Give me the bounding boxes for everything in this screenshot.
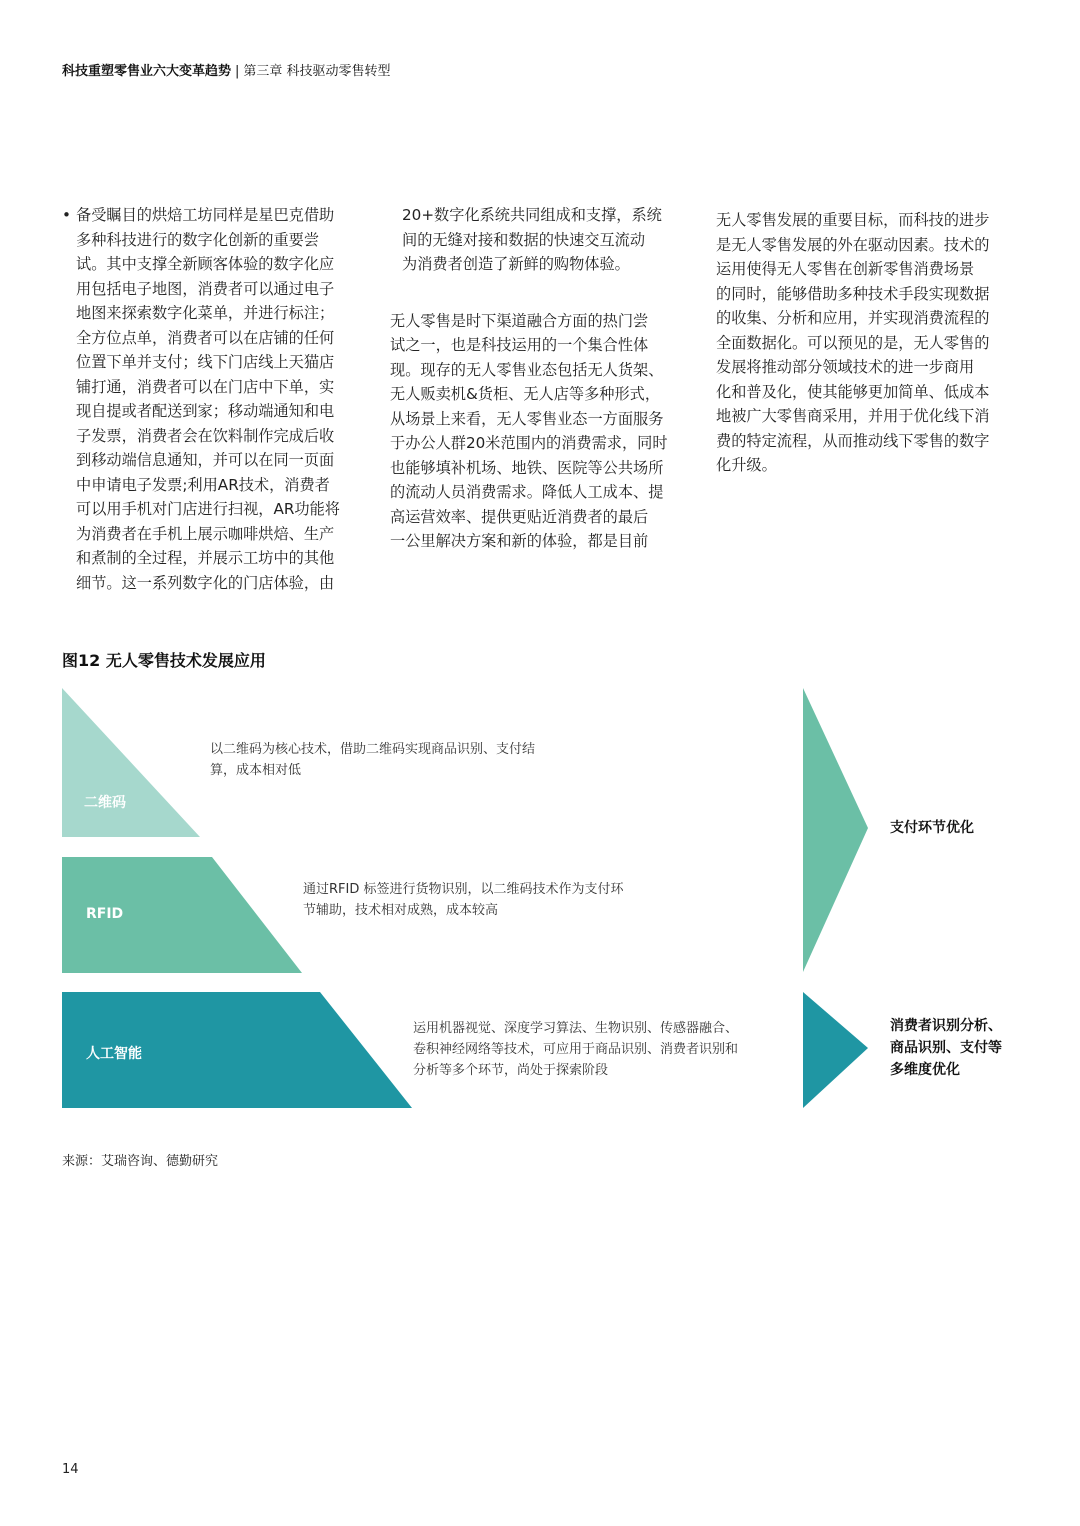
text-line: 备受瞩目的烘焙工坊同样是星巴克借助 (76, 206, 335, 224)
outcome-line: 消费者识别分析、 (890, 1018, 1002, 1034)
header-chapter: 第三章 科技驱动零售转型 (243, 64, 391, 79)
description-line: 分析等多个环节，尚处于探索阶段 (413, 1063, 609, 1078)
description-line: 通过RFID 标签进行货物识别，以二维码技术作为支付环 (303, 882, 624, 897)
text-line: 全面数据化。可以预见的是，无人零售的 (716, 333, 990, 352)
body-column-1 (62, 203, 372, 595)
description-line: 以二维码为核心技术，借助二维码实现商品识别、支付结 (210, 742, 536, 757)
text-line: 为消费者在手机上展示咖啡烘焙、生产 (76, 524, 335, 543)
text-line: 一公里解决方案和新的体验，都是目前 (390, 532, 649, 550)
text-line: 化和普及化，使其能够更加简单、低成本 (716, 382, 990, 401)
running-header (62, 60, 391, 79)
text-line: 现自提或者配送到家；移动端通知和电 (76, 402, 335, 420)
text-line: 高运营效率、提供更贴近消费者的最后 (390, 507, 649, 526)
text-line: 中申请电子发票;利用AR技术，消费者 (76, 475, 330, 494)
text-line: 的收集、分析和应用，并实现消费流程的 (716, 309, 990, 327)
text-line: 无人零售是时下渠道融合方面的热门尝 (390, 311, 649, 330)
text-line: 子发票，消费者会在饮料制作完成后收 (76, 426, 335, 445)
text-line: 位置下单并支付；线下门店线上天猫店 (76, 353, 335, 371)
header-separator: | (235, 64, 240, 79)
payment-optimization-arrow (803, 688, 868, 972)
text-line: 的流动人员消费需求。降低人工成本、提 (390, 483, 664, 501)
tier-label-qrcode: 二维码 (84, 795, 126, 811)
text-line: 也能够填补机场、地铁、医院等公共场所 (390, 458, 664, 477)
text-line: 为消费者创造了新鲜的购物体验。 (402, 255, 630, 273)
tier-description-rfid (303, 879, 624, 921)
body-column-3 (716, 208, 1026, 478)
multi-dimension-optimization-arrow (803, 992, 868, 1108)
text-line: 费的特定流程，从而推动线下零售的数字 (716, 431, 990, 450)
column2-paragraph-1 (390, 203, 690, 277)
source-note: 来源：艾瑞咨询、德勤研究 (62, 1154, 219, 1169)
tier-description-ai (413, 1018, 738, 1081)
text-line: 间的无缝对接和数据的快速交互流动 (402, 230, 645, 249)
text-line: 运用使得无人零售在创新零售消费场景 (716, 260, 975, 278)
text-line: 发展将推动部分领域技术的进一步商用 (716, 358, 975, 376)
outcome-line: 多维度优化 (890, 1062, 960, 1078)
text-line: 是无人零售发展的外在驱动因素。技术的 (716, 235, 990, 254)
text-line: 地图来探索数字化菜单，并进行标注； (76, 304, 335, 322)
text-line: 可以用手机对门店进行扫视，AR功能将 (76, 500, 340, 518)
text-line: 到移动端信息通知，并可以在同一页面 (76, 451, 335, 469)
column2-paragraph-2 (390, 309, 690, 554)
outcome-line: 商品识别、支付等 (890, 1040, 1002, 1056)
tier-label-ai: 人工智能 (86, 1046, 142, 1062)
text-line: 多种科技进行的数字化创新的重要尝 (76, 230, 319, 249)
text-line: 化升级。 (716, 456, 777, 474)
description-line: 算，成本相对低 (210, 763, 302, 778)
tier-description-qrcode (210, 739, 535, 781)
text-line: 无人贩卖机&货柜、无人店等多种形式， (390, 385, 661, 403)
page-number: 14 (62, 1462, 79, 1477)
text-line: 试。其中支撑全新顾客体验的数字化应 (76, 255, 335, 273)
text-line: 全方位点单，消费者可以在店铺的任何 (76, 328, 335, 347)
column3-paragraph (716, 208, 1026, 478)
text-line: 于办公人群20米范围内的消费需求，同时 (390, 434, 668, 452)
outcome-line: 支付环节优化 (890, 820, 974, 836)
tech-diagram (0, 680, 1080, 1120)
figure-title: 图12 无人零售技术发展应用 (62, 651, 266, 670)
text-line: 的同时，能够借助多种技术手段实现数据 (716, 284, 990, 303)
text-line: 用包括电子地图，消费者可以通过电子 (76, 279, 335, 298)
text-line: 细节。这一系列数字化的门店体验，由 (76, 573, 335, 592)
description-line: 运用机器视觉、深度学习算法、生物识别、传感器融合、 (413, 1021, 739, 1036)
bullet-marker: • (62, 206, 71, 224)
body-column-2 (390, 203, 690, 554)
text-line: 地被广大零售商采用，并用于优化线下消 (716, 407, 990, 425)
outcome-multi-dimension (890, 1015, 1002, 1081)
text-line: 20+数字化系统共同组成和支撑，系统 (402, 206, 662, 224)
text-line: 试之一，也是科技运用的一个集合性体 (390, 336, 649, 354)
column1-paragraph (62, 203, 372, 595)
description-line: 卷积神经网络等技术，可应用于商品识别、消费者识别和 (413, 1042, 739, 1057)
header-title: 科技重塑零售业六大变革趋势 (62, 64, 232, 79)
description-line: 节辅助，技术相对成熟，成本较高 (303, 903, 499, 918)
text-line: 铺打通，消费者可以在门店中下单，实 (76, 377, 335, 396)
text-line: 现。现存的无人零售业态包括无人货架、 (390, 360, 664, 379)
text-line: 无人零售发展的重要目标，而科技的进步 (716, 211, 990, 229)
text-line: 和煮制的全过程，并展示工坊中的其他 (76, 549, 335, 567)
qrcode-tier-shape (62, 688, 200, 837)
text-line: 从场景上来看，无人零售业态一方面服务 (390, 409, 664, 428)
outcome-payment (890, 817, 974, 839)
tier-label-rfid: RFID (86, 906, 124, 922)
